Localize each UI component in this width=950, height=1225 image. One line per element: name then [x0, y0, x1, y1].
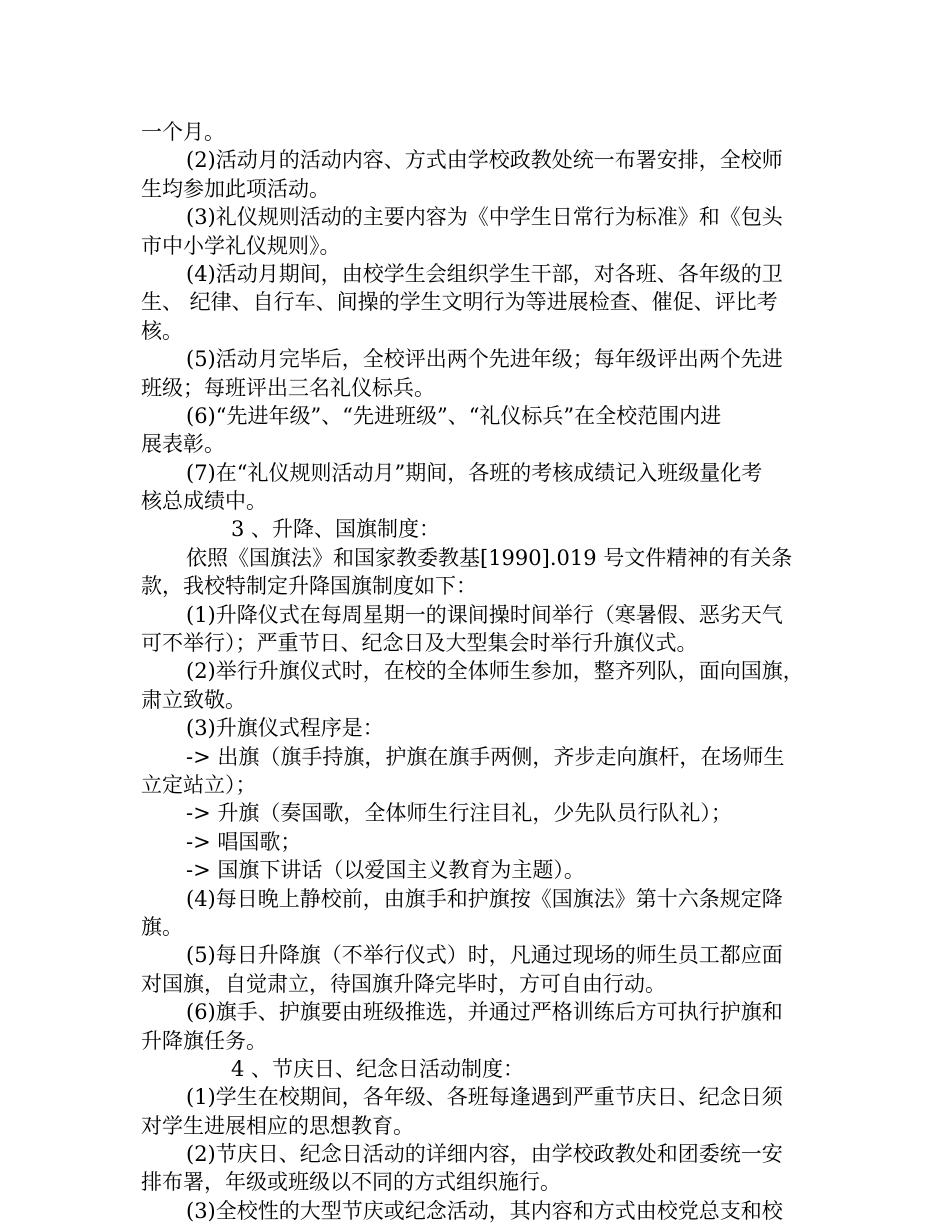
text-line: 核。 [141, 318, 183, 343]
text-line: (5)活动月完毕后，全校评出两个先进年级；每年级评出两个先进 [186, 347, 783, 372]
text-line: 肃立致敬。 [141, 687, 246, 712]
text-line: -> 升旗（奏国歌，全体师生行注目礼，少先队员行队礼）； [186, 801, 732, 826]
text-line: 核总成绩中。 [141, 489, 267, 514]
text-line: (4)活动月期间，由校学生会组织学生干部，对各班、各年级的卫 [186, 261, 783, 286]
text-line: 立定站立）； [141, 772, 257, 797]
text-line: (2)举行升旗仪式时，在校的全体师生参加，整齐列队，面向国旗， [186, 659, 804, 684]
text-line: (1)升降仪式在每周星期一的课间操时间举行（寒暑假、恶劣天气 [186, 602, 783, 627]
text-line: 可不举行）；严重节日、纪念日及大型集会时举行升旗仪式。 [141, 631, 698, 656]
text-line: 对学生进展相应的思想教育。 [141, 1113, 414, 1138]
text-line: (2)活动月的活动内容、方式由学校政教处统一布署安排，全校师 [186, 148, 783, 173]
text-line: 升降旗任务。 [141, 1028, 267, 1053]
text-line: (6)旗手、护旗要由班级推选，并通过严格训练后方可执行护旗和 [186, 1000, 783, 1025]
text-line: (4)每日晚上静校前，由旗手和护旗按《国旗法》第十六条规定降 [186, 886, 783, 911]
text-line: -> 唱国歌； [186, 829, 302, 854]
text-line: -> 国旗下讲话（以爱国主义教育为主题）。 [186, 858, 585, 883]
text-line: 旗。 [141, 914, 183, 939]
text-line: 展表彰。 [141, 432, 225, 457]
text-line: (6)“先进年级”、“先进班级”、“礼仪标兵”在全校范围内进 [186, 403, 722, 428]
section-heading: 3 、升降、国旗制度： [231, 517, 441, 542]
text-line: 依照《国旗法》和国家教委教基[1990].019 号文件精神的有关条 [186, 545, 793, 570]
section-heading: 4 、节庆日、纪念日活动制度： [231, 1056, 525, 1081]
text-line: 市中小学礼仪规则》。 [141, 233, 341, 258]
text-line: 一个月。 [141, 120, 225, 144]
text-line: -> 出旗（旗手持旗，护旗在旗手两侧，齐步走向旗杆，在场师生 [186, 744, 785, 769]
text-line: 生均参加此项活动。 [141, 176, 330, 201]
text-line: 对国旗，自觉肃立，待国旗升降完毕时，方可自由行动。 [141, 971, 666, 996]
text-line: (3)礼仪规则活动的主要内容为《中学生日常行为标准》和《包头 [186, 205, 783, 230]
text-line: (3)全校性的大型节庆或纪念活动，其内容和方式由校党总支和校 [186, 1198, 783, 1223]
text-line: 班级；每班评出三名礼仪标兵。 [141, 375, 435, 400]
text-line: (2)节庆日、纪念日活动的详细内容，由学校政教处和团委统一安 [186, 1142, 783, 1167]
text-line: 款，我校特制定升降国旗制度如下： [141, 574, 477, 599]
text-line: 排布署，年级或班级以不同的方式组织施行。 [141, 1170, 561, 1195]
text-line: (7)在“礼仪规则活动月”期间，各班的考核成绩记入班级量化考 [186, 460, 763, 485]
text-line: 生、 纪律、自行车、间操的学生文明行为等进展检查、催促、评比考 [141, 290, 778, 315]
text-line: (3)升旗仪式程序是： [186, 716, 384, 741]
document-body [141, 118, 831, 1225]
text-line: (1)学生在校期间，各年级、各班每逢遇到严重节庆日、纪念日须 [186, 1085, 783, 1110]
text-line: (5)每日升降旗（不举行仪式）时，凡通过现场的师生员工都应面 [186, 943, 783, 968]
